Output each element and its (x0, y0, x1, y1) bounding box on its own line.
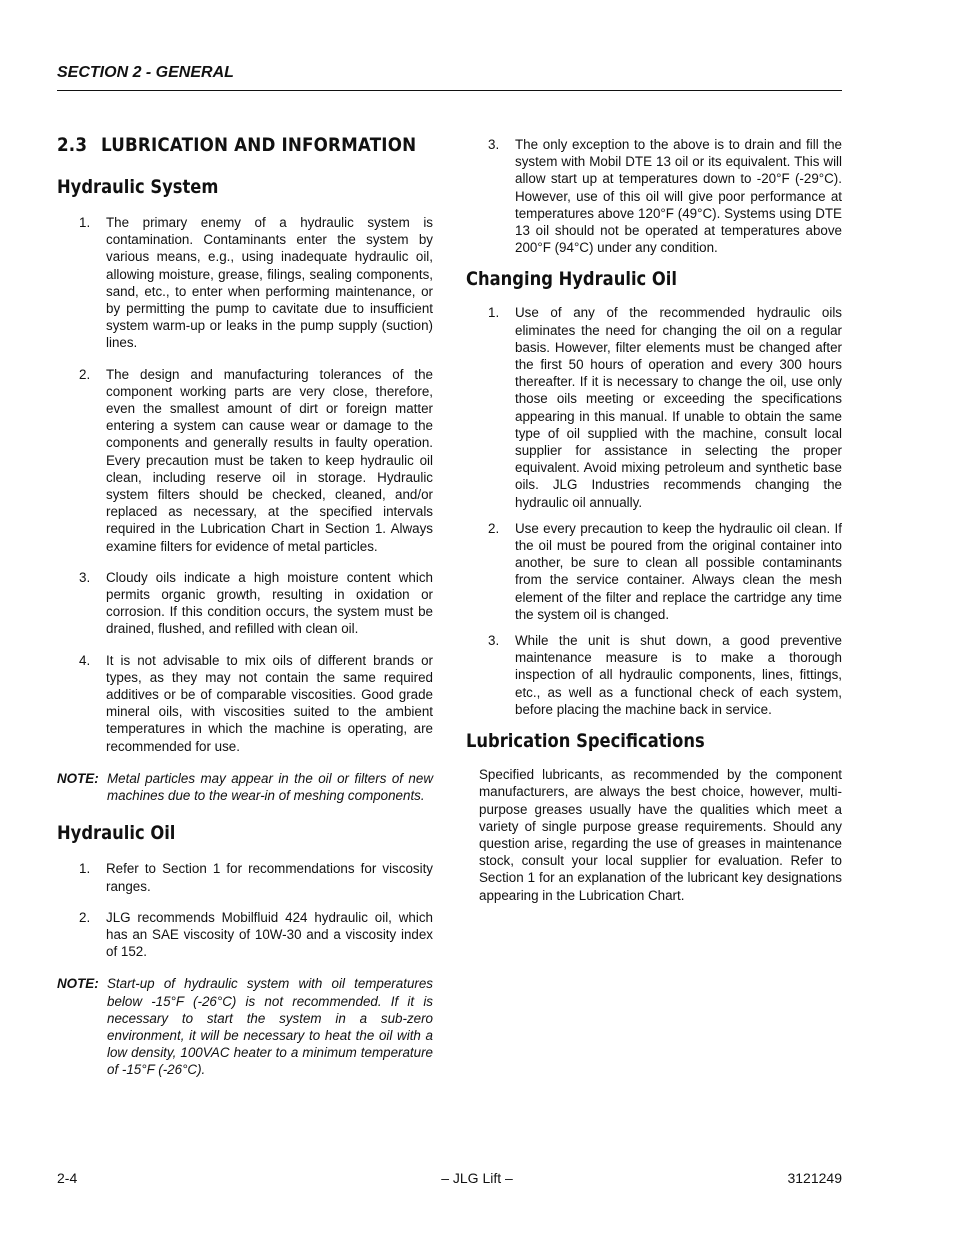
note-label: NOTE: (57, 770, 99, 786)
list-item (466, 304, 842, 510)
list-item-text: The only exception to the above is to drain and fill the system with Mobil DTE 13 oil or its equivalent. This will allow start up at temperatures down to -20°F (-29°C). However, use of this oil will give poor performance at temperatures above 120°F (49°C). Systems using DTE 13 oil should not be operated at temperatures above 200°F (94°C) under any condition. (515, 137, 842, 256)
list-item-number: 1. (79, 861, 91, 877)
list-item-text: Cloudy oils indicate a high moisture content which permits organic growth, resulting in oxidation or corrosion. If this condition occurs, the system must be drained, flushed, and refilled with clean oil. (106, 569, 433, 637)
list-item-text: While the unit is shut down, a good preventive maintenance measure is to make a thorough inspection of all hydraulic components, lines, fittings, etc., as well as a functional check of each system, before placing the machine back in service. (515, 633, 842, 717)
list-item-number: 4. (79, 652, 91, 668)
list-item-number: 1. (488, 305, 500, 321)
list-item (466, 632, 842, 718)
list-item (57, 214, 433, 352)
list-item (466, 136, 842, 256)
list-item (57, 366, 433, 555)
page-number: 2-4 (57, 1170, 78, 1186)
list-item-text: JLG recommends Mobilfluid 424 hydraulic oil, which has an SAE viscosity of 10W-30 and a viscosity index of 152. (106, 909, 433, 960)
list-item (466, 520, 842, 623)
list-item-text: Use every precaution to keep the hydraulic oil clean. If the oil must be poured from the original container into another, be sure to clean all possible contaminants from the service container. Always clean the mesh element of the filter and replace the cartridge any time the system oil is changed. (515, 520, 842, 622)
list-item-text: Use of any of the recommended hydraulic oils eliminates the need for changing the oil on a regular basis. However, filter elements must be changed after the first 50 hours of operation and every 300 hours thereafter. If it is necessary to change the oil, use only those oils meeting or exceeding the specifications appearing in this manual. If unable to obtain the same type of oil supplied with the machine, consult local supplier for assistance in selecting the proper equivalent. Avoid mixing petroleum and synthetic base oils. JLG Industries recommends changing the hydraulic oil annually. (515, 305, 842, 510)
list-item-number: 3. (488, 633, 500, 649)
hydraulic-system-heading: Hydraulic System (57, 176, 219, 198)
note-text: Metal particles may appear in the oil or filters of new machines due to the wear-in of meshing components. (107, 770, 433, 804)
left-column (57, 130, 433, 1079)
hydraulic-oil-heading: Hydraulic Oil (57, 822, 176, 845)
lube-specs-heading: Lubrication Specifications (466, 730, 705, 753)
list-item-text: It is not advisable to mix oils of different brands or types, as they may not contain the same required additives or be of comparable viscosities. Good grade mineral oils, with viscosities suited to the ambient temperatures in which the machine is operating, are recommended for use. (106, 652, 433, 754)
list-item-text: The design and manufacturing tolerances of the component working parts are very close, therefore, even the smallest amount of dirt or foreign matter entering a system can cause wear or damage to the components and generally results in faulty operation. Every precaution must be taken to keep hydraulic oil clean, including reserve oil in storage. Hydraulic system filters should be checked, cleaned, and/or replaced as necessary, at the specified intervals required in the Lubrication Chart in Section 1. Always examine filters for evidence of metal particles. (106, 366, 433, 554)
changing-oil-heading: Changing Hydraulic Oil (466, 268, 678, 291)
main-heading-number: 2.3 (57, 134, 88, 156)
list-item-number: 3. (488, 137, 500, 152)
note (57, 975, 433, 1078)
list-item-number: 2. (488, 520, 500, 536)
list-item-text: Refer to Section 1 for recommendations for viscosity ranges. (106, 861, 433, 894)
header-rule (57, 90, 842, 91)
list-item (57, 652, 433, 755)
note-text: Start-up of hydraulic system with oil temperatures below -15°F (-26°C) is not recommended. If it is necessary to start the system in a sub-zero environment, it will be necessary to heat the oil with a low density, 100VAC heater to a minimum temperature of -15°F (-26°C). (107, 976, 433, 1078)
list-item-text: The primary enemy of a hydraulic system is contamination. Contaminants enter the system by various means, e.g., using inadequate hydraulic oil, allowing moisture, grease, filings, sealing components, sand, etc., to enter when performing maintenance, or by permitting the pump to cavitate due to insufficient system warm-up or leaks in the pump supply (suction) lines. (106, 215, 433, 351)
note-label: NOTE: (57, 976, 99, 992)
right-column (466, 136, 842, 904)
document-number: 3121249 (787, 1170, 842, 1186)
list-item (57, 909, 433, 961)
list-item-number: 2. (79, 366, 91, 382)
list-item-number: 1. (79, 215, 91, 230)
note (57, 770, 433, 804)
footer-brand: – JLG Lift – (441, 1170, 513, 1186)
list-item-number: 2. (79, 909, 91, 925)
list-item-number: 3. (79, 569, 91, 585)
lube-specs-paragraph: Specified lubricants, as recommended by the component manufacturers, are always the best choice, however, multi-purpose greases usually have the qualities which meet a variety of single purpose grease requirements. Should any question arise, regarding the use of greases in maintenance stock, consult your local supplier for evaluation. Refer to Section 1 for an explanation of the lubricant key designations appearing in the Lubrication Chart. (479, 767, 842, 903)
main-heading (57, 134, 417, 156)
main-heading-title: LUBRICATION AND INFORMATION (101, 134, 417, 156)
list-item (57, 860, 433, 894)
list-item (57, 569, 433, 638)
section-header: SECTION 2 - GENERAL (57, 64, 234, 81)
